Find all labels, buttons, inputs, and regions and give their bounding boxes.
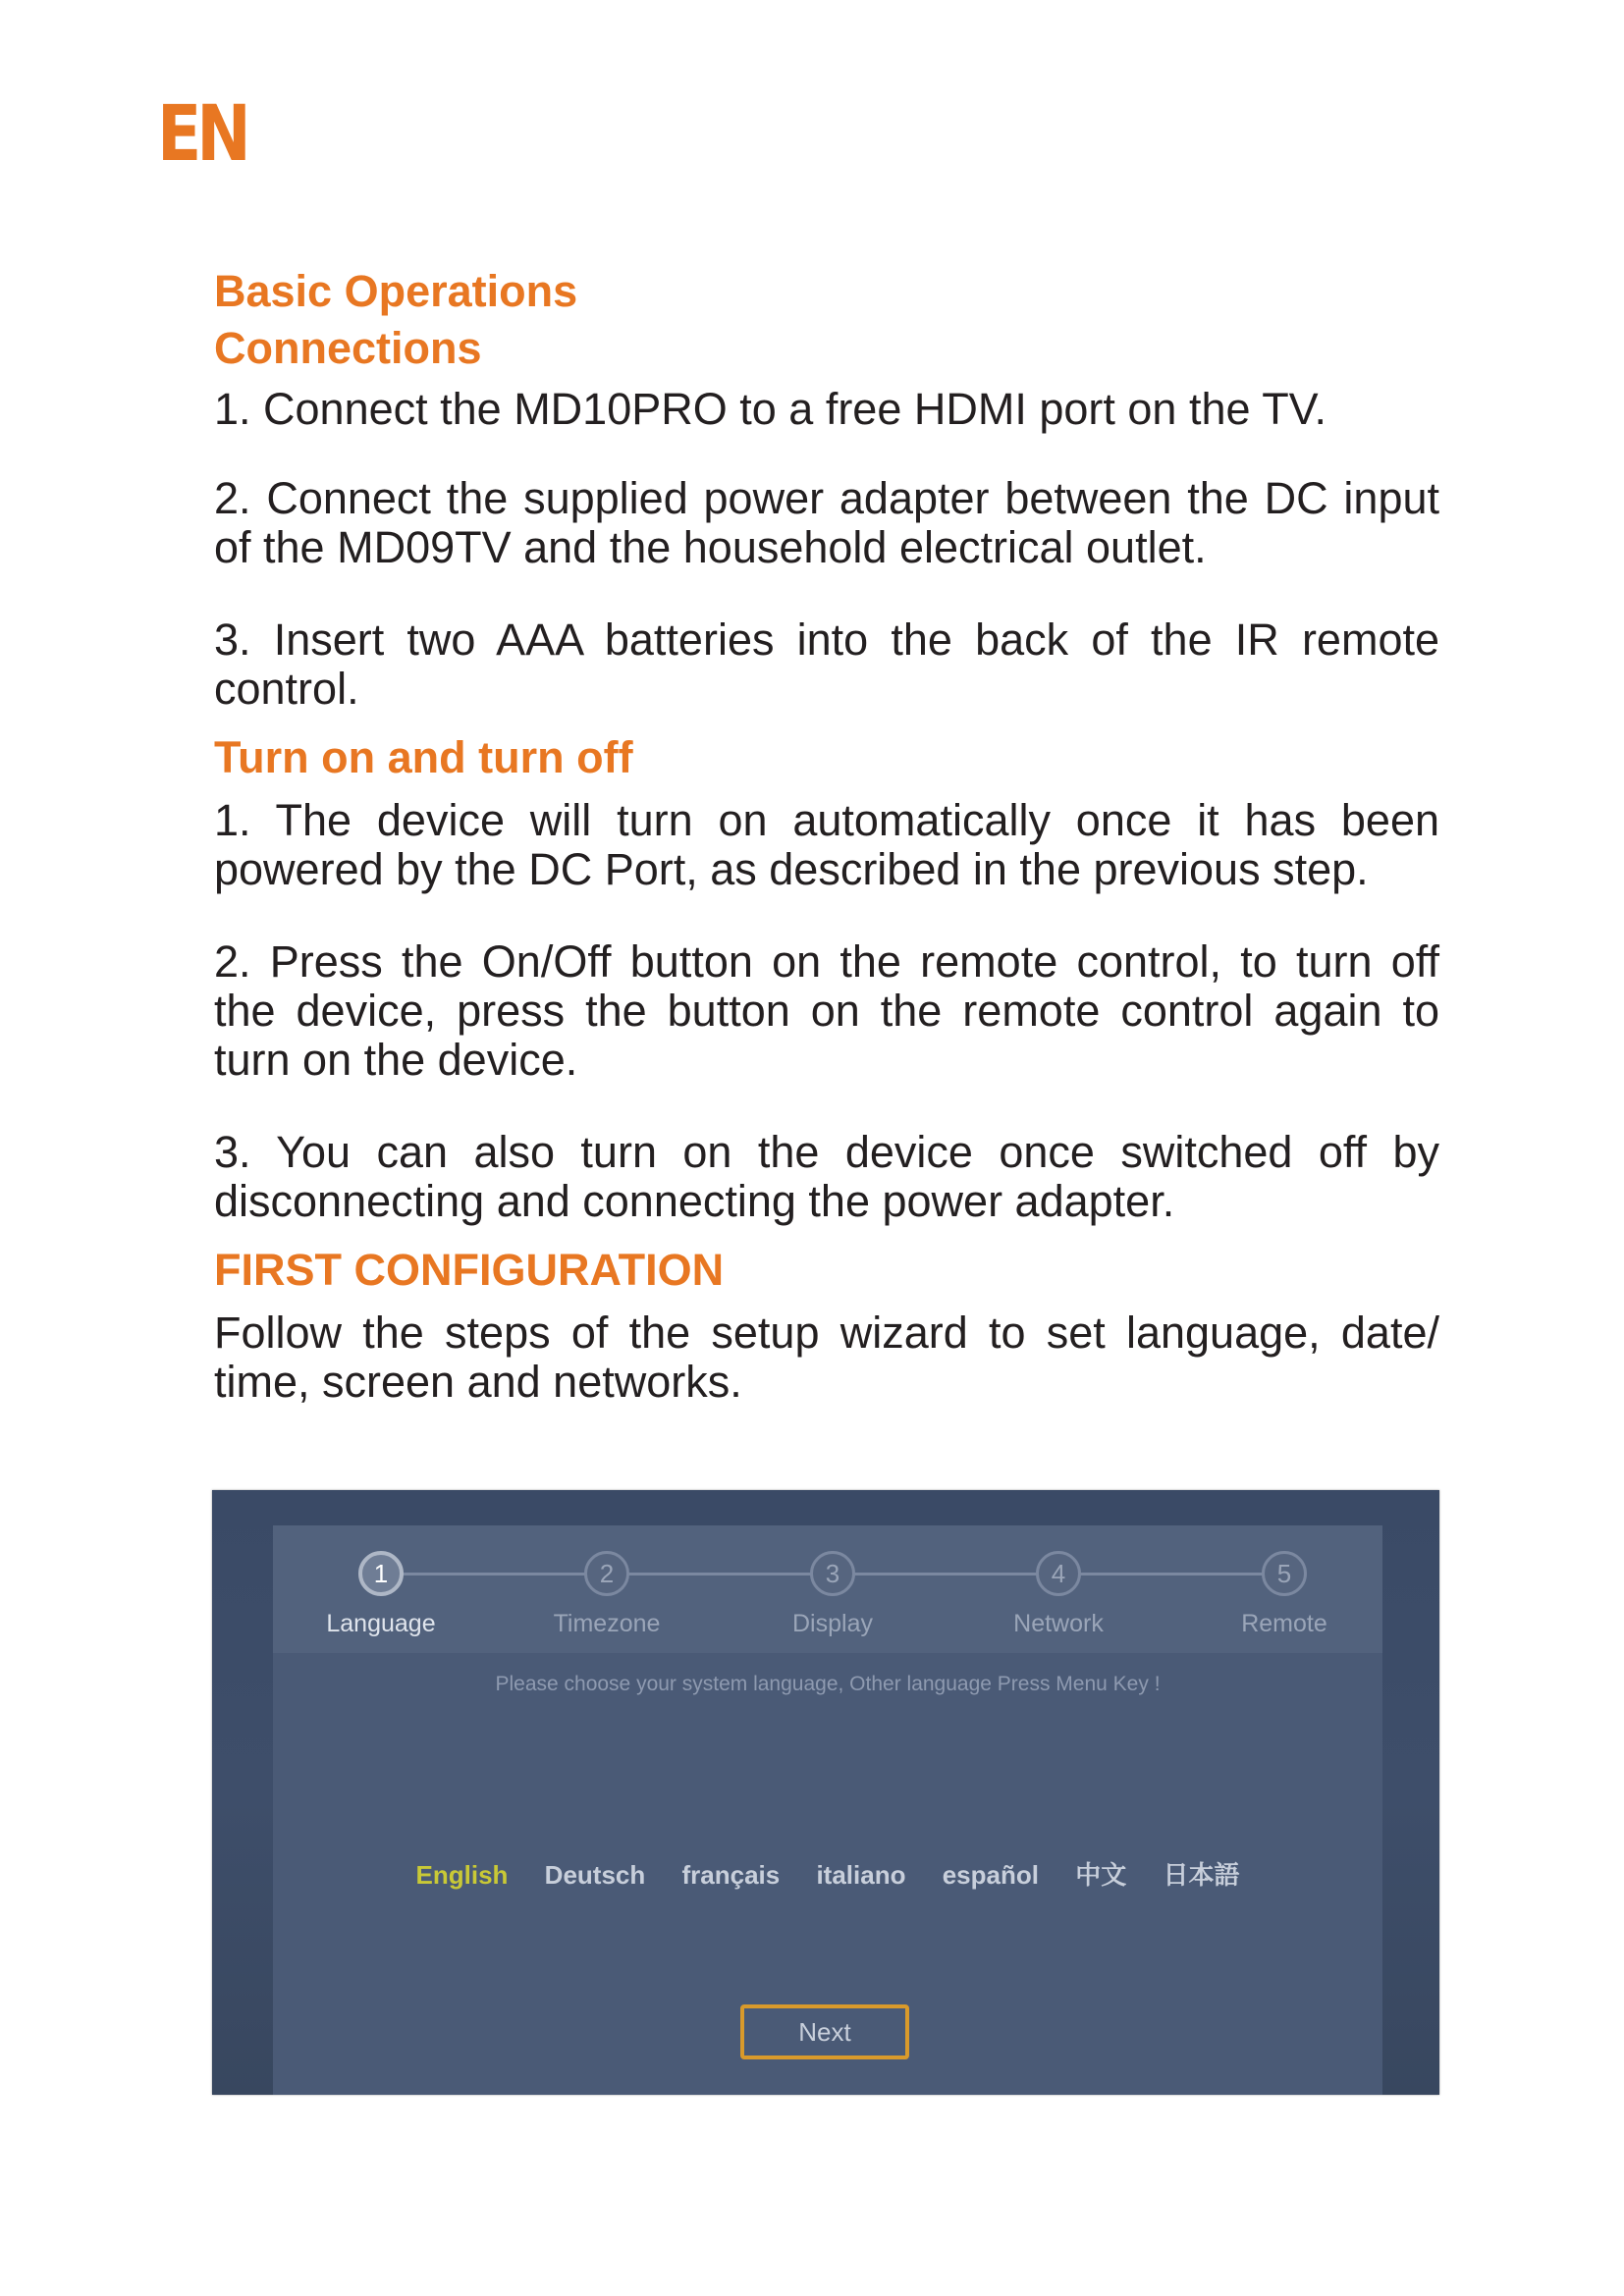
step-number: 4 xyxy=(1036,1551,1081,1596)
manual-content xyxy=(214,263,1439,1407)
step-number: 3 xyxy=(810,1551,855,1596)
step-number: 2 xyxy=(584,1551,629,1596)
language-option-japanese[interactable]: 日本語 xyxy=(1163,1860,1240,1890)
setup-wizard-screenshot xyxy=(212,1490,1439,2095)
language-option-italiano[interactable]: italiano xyxy=(816,1860,906,1890)
wizard-step-display[interactable] xyxy=(734,1551,931,1638)
step-label: Display xyxy=(792,1610,873,1637)
wizard-panel xyxy=(273,1525,1382,2095)
first-configuration-text: Follow the steps of the setup wizard to set language, date/ time, screen and networks. xyxy=(214,1308,1439,1407)
turn-on-off-heading: Turn on and turn off xyxy=(214,732,633,782)
wizard-step-timezone[interactable] xyxy=(509,1551,705,1638)
turn-step-2: 2. Press the On/Off button on the remote control, to turn off the device, press the button on the remote control again to turn on the device. xyxy=(214,936,1439,1085)
next-button[interactable]: Next xyxy=(740,2004,909,2059)
connection-step-2: 2. Connect the supplied power adapter between the DC input of the MD09TV and the household electrical outlet. xyxy=(214,473,1439,572)
turn-step-1: 1. The device will turn on automatically once it has been powered by the DC Port, as described in the previous step. xyxy=(214,795,1439,894)
step-label: Remote xyxy=(1241,1610,1327,1637)
wizard-step-language[interactable] xyxy=(283,1551,479,1638)
language-option-francais[interactable]: français xyxy=(681,1860,781,1890)
language-option-chinese[interactable]: 中文 xyxy=(1075,1860,1127,1890)
basic-operations-heading: Basic Operations xyxy=(214,266,578,316)
step-number: 5 xyxy=(1262,1551,1307,1596)
connection-step-3: 3. Insert two AAA batteries into the back of the IR remote control. xyxy=(214,614,1439,714)
step-label: Language xyxy=(326,1610,436,1637)
step-number: 1 xyxy=(358,1551,404,1596)
turn-step-3: 3. You can also turn on the device once switched off by disconnecting and connecting the power adapter. xyxy=(214,1127,1439,1226)
step-label: Timezone xyxy=(553,1610,661,1637)
language-option-espanol[interactable]: español xyxy=(942,1860,1039,1890)
language-prompt: Please choose your system language, Other language Press Menu Key ! xyxy=(495,1673,1161,1695)
first-configuration-heading: FIRST CONFIGURATION xyxy=(214,1245,725,1295)
wizard-stepper xyxy=(273,1525,1382,1653)
wizard-step-network[interactable] xyxy=(960,1551,1157,1638)
language-option-deutsch[interactable]: Deutsch xyxy=(544,1860,646,1890)
language-options xyxy=(273,1855,1382,1892)
connection-step-1: 1. Connect the MD10PRO to a free HDMI port on the TV. xyxy=(214,384,1327,434)
wizard-step-remote[interactable] xyxy=(1186,1551,1382,1638)
connections-heading: Connections xyxy=(214,323,482,373)
language-option-english[interactable]: English xyxy=(415,1860,509,1890)
language-tag: EN xyxy=(157,90,246,179)
step-label: Network xyxy=(1013,1610,1104,1637)
